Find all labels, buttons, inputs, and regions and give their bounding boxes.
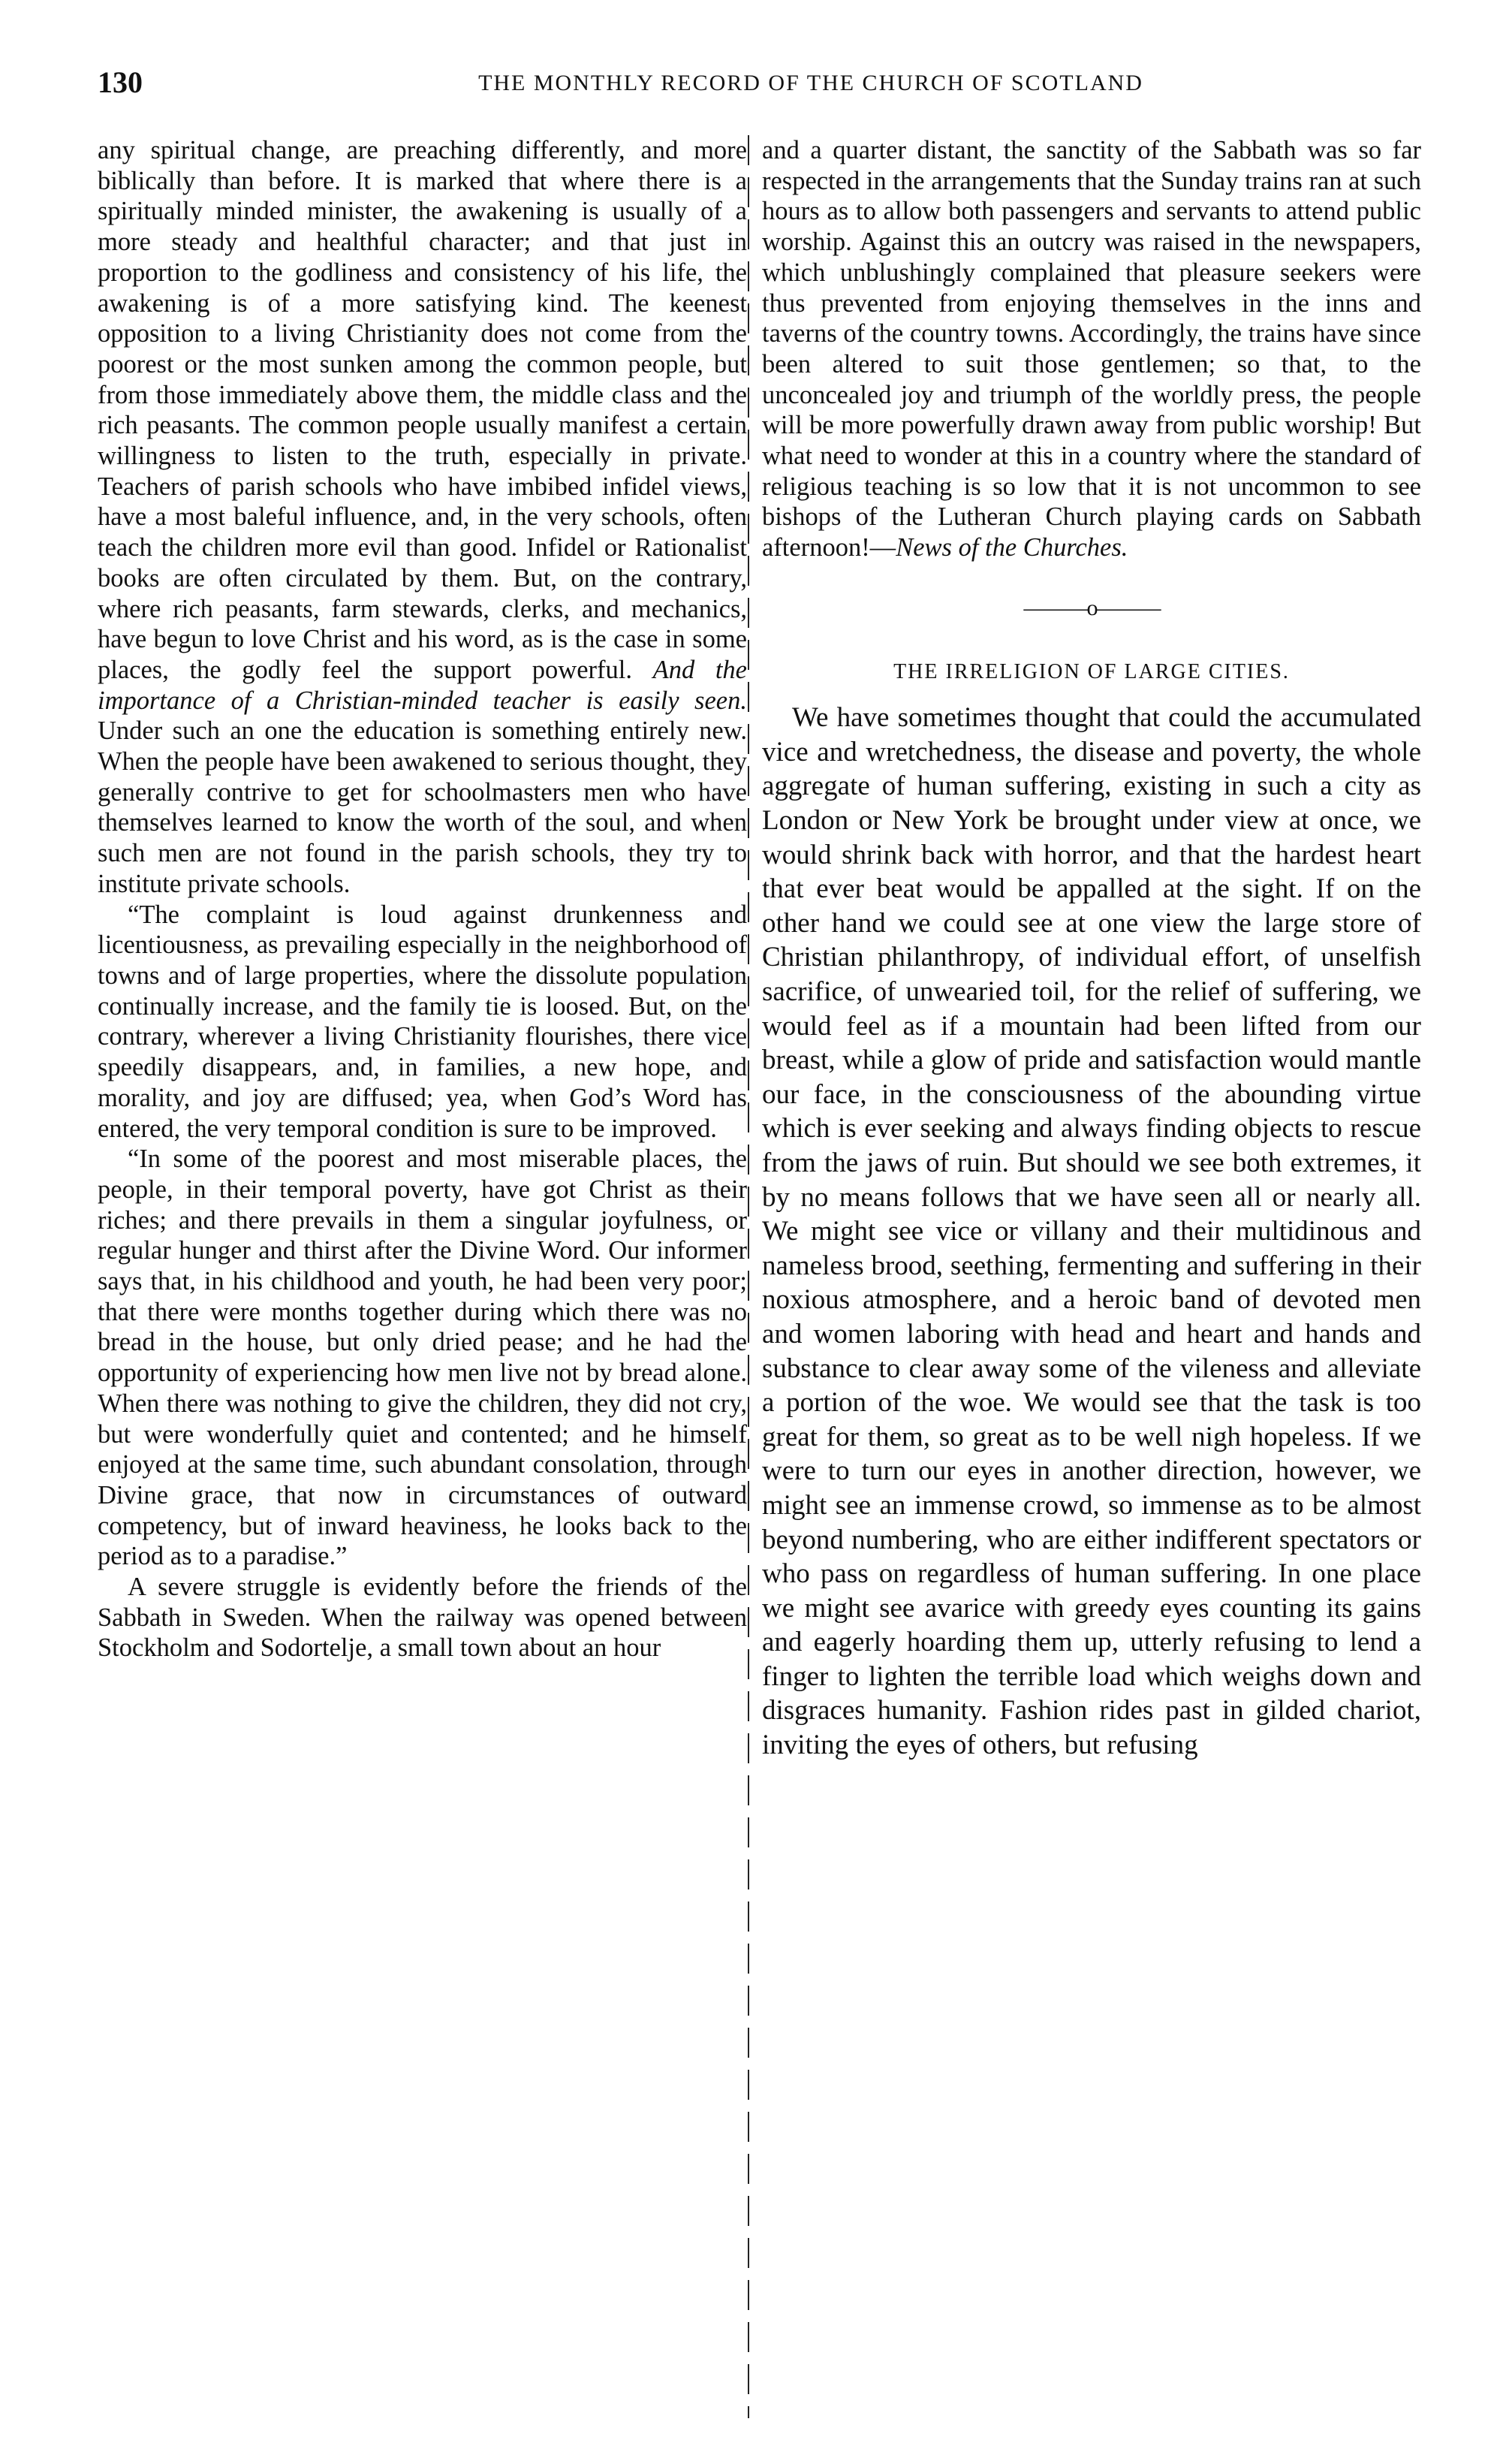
left-p1-text: any spiritual change, are preaching differently, and more biblically than before. It is marked that where there is a spiritually minded minister, the awakening is usually of a more steady and healthful character; and that just in proportion to the godliness and consistency of his life, the awakening is of a more satisfying kind. The keenest opposition to a living Christianity does not come from the poorest or the most sunken among the common people, but from those immediately above them, the middle class and the rich peasants. The common people usually manifest a certain willingness to listen to the truth, especially in private. Teachers of parish schools who have imbibed infidel views, have a most baleful influence, and, in the very schools, often teach the children more evil than good. Infidel or Rationalist books are often circulated by them. But, on the contrary, where rich peasants, farm stewards, clerks, and mechanics, have begun to love Christ and his word, as is the case in some places, the godly feel the support powerful.	[98, 136, 747, 684]
left-p1-end: Under such an one the education is something entirely new. When the people have been awakened to serious thought, they generally contrive to get for schoolmasters men who have themselves learned to know the worth of the soul, and when such men are not found in the parish schools, they try to institute private schools.	[98, 716, 747, 898]
source-citation: News of the Churches.	[896, 533, 1128, 562]
left-paragraph-3: “In some of the poorest and most miserable places, the people, in their temporal poverty, have got Christ as their riches; and there prevails in them a singular joyfulness, or regular hunger and thirst after the Divine Word. Our informer says that, in his childhood and youth, he had been very poor; that there were months together during which there was no bread in the house, but only dried pease; and he had the opportunity of experiencing how men live not by bread alone. When there was nothing to give the children, they did not cry, but were wonderfully quiet and contented; and he himself enjoyed at the same time, such abundant consolation, through Divine grace, that now in circumstances of outward competency, but of inward heaviness, he looks back to the period as to a paradise.”	[98, 1145, 747, 1571]
right-paragraph-2: We have sometimes thought that could the accumulated vice and wretchedness, the disease and poverty, the whole aggregate of human suffering, existing in such a city as London or New York be brought under view at once, we would shrink back with horror, and that the hardest heart that ever beat would be appalled at the sight. If on the other hand we could see at one view the large store of Christian philanthropy, of individual effort, of unselfish sacrifice, of unwearied toil, for the relief of suffering, we would feel as if a mountain had been lifted from our breast, while a glow of pride and satisfaction would mantle our face, in the consciousness of the abounding virtue which is ever seeking and always finding objects to rescue from the jaws of ruin. But should we see both extremes, it by no means follows that we have seen all or nearly all. We might see vice or villany and their multidinous and nameless brood, seething, fermenting and suffering in their noxious atmosphere, and a heroic band of devoted men and women laboring with head and heart and hands and substance to clear away some of the vileness and alleviate a portion of the woe. We would see that the task is too great for them, so great as to be well nigh hopeless. If we were to turn our eyes in another direction, however, we might see an immense crowd, so immense as to be almost beyond numbering, who are either indifferent spectators or who pass on regardless of human suffering. In one place we might see avarice with greedy eyes counting its gains and eagerly hoarding them up, utterly refusing to lend a finger to lighten the terrible load which weighs down and disgraces humanity. Fashion rides past in gilded chariot, inviting the eyes of others, but refusing	[762, 702, 1421, 1761]
column-divider-rule	[748, 135, 749, 2418]
right-column	[762, 135, 1421, 2426]
page-number: 130	[98, 65, 143, 99]
section-divider: ———o———	[1023, 595, 1160, 620]
section-title: THE IRRELIGION OF LARGE CITIES.	[893, 659, 1290, 683]
right-paragraph-1	[762, 135, 1421, 563]
running-title: THE MONTHLY RECORD OF THE CHURCH OF SCOTLAND	[478, 71, 1143, 95]
right-p1-text: and a quarter distant, the sanctity of the Sabbath was so far respected in the arrangements that the Sunday trains ran at such hours as to allow both passengers and servants to attend public worship. Against this an outcry was raised in the newspapers, which unblushingly complained that pleasure seekers were thus prevented from enjoying themselves in the inns and taverns of the country towns. Accordingly, the trains have since been altered to suit those gentlemen; so that, to the unconcealed joy and triumph of the worldly press, the people will be more powerfully drawn away from public worship! But what need to wonder at this in a country where the standard of religious teaching is so low that it is not uncommon to see bishops of the Lutheran Church playing cards on Sabbath afternoon!—	[762, 136, 1421, 562]
left-paragraph-2: “The complaint is loud against drunkenness and licentiousness, as prevailing especially in the neighborhood of towns and of large properties, where the dissolute population continually increase, and the family tie is loosed. But, on the contrary, wherever a living Christianity flourishes, there vice speedily disappears, and, in families, a new hope, and morality, and joy are diffused; yea, when God’s Word has entered, the very temporal condition is sure to be improved.	[98, 900, 747, 1143]
left-p1-italic: And the importance of a Christian-minded teacher is easily seen.	[98, 655, 747, 715]
left-paragraph-4: A severe struggle is evidently before the friends of the Sabbath in Sweden. When the railway was opened between Stockholm and Sodortelje, a small town about an hour	[98, 1573, 747, 1663]
left-paragraph-1	[98, 135, 747, 900]
page-header	[98, 65, 1419, 110]
left-column	[98, 135, 747, 2426]
